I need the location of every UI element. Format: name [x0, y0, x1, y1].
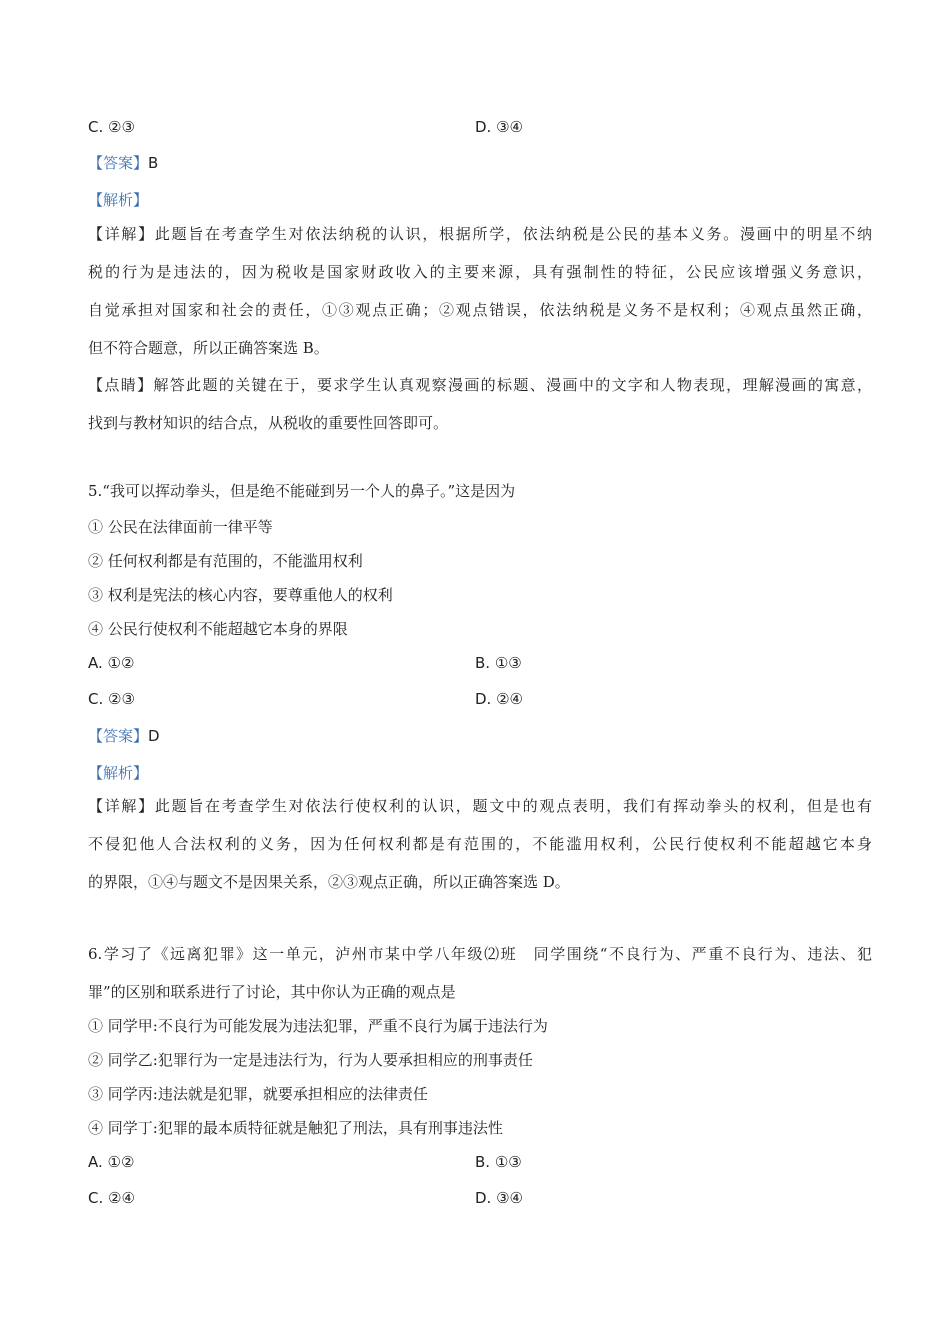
- q5-statement: ④ 公民行使权利不能超越它本身的界限: [88, 620, 348, 638]
- q5-option-c: C. ②③: [88, 690, 135, 708]
- q4-answer: [88, 153, 158, 173]
- answer-value: B: [148, 154, 159, 172]
- q5-statement: ② 任何权利都是有范围的，不能滥用权利: [88, 552, 363, 570]
- q4-option-c: C. ②③: [88, 118, 135, 136]
- q6-stem-line: 6.学习了《远离犯罪》这一单元，泸州市某中学八年级⑵班 同学围绕“不良行为、严重不良行为、违法、犯: [88, 945, 872, 963]
- answer-value: D: [148, 727, 160, 745]
- q6-option-a: A. ①②: [88, 1153, 135, 1171]
- q5-detail-line: 的界限，①④与题文不是因果关系，②③观点正确，所以正确答案选 D。: [88, 873, 570, 891]
- q5-answer: [88, 726, 160, 746]
- answer-tag: 【答案】: [88, 154, 149, 172]
- q4-tip-line: 找到与教材知识的结合点，从税收的重要性回答即可。: [88, 414, 449, 432]
- q6-option-d: D. ③④: [475, 1189, 523, 1207]
- q6-statement: ③ 同学丙:违法就是犯罪，就要承担相应的法律责任: [88, 1085, 428, 1103]
- q5-statement: ① 公民在法律面前一律平等: [88, 518, 273, 536]
- q5-detail-line: 不侵犯他人合法权利的义务，因为任何权利都是有范围的，不能滥用权利，公民行使权利不能超越它本身: [88, 835, 872, 853]
- q4-detail-line: 自觉承担对国家和社会的责任，①③观点正确；②观点错误，依法纳税是义务不是权利；④观点虽然正确，: [88, 301, 872, 319]
- q6-stem-line: 罪”的区别和联系进行了讨论，其中你认为正确的观点是: [88, 983, 456, 1001]
- q5-stem: 5.“我可以挥动拳头，但是绝不能碰到另一个人的鼻子。”这是因为: [88, 482, 516, 500]
- q6-option-b: B. ①③: [475, 1153, 522, 1171]
- q6-statement: ② 同学乙:犯罪行为一定是违法行为，行为人要承担相应的刑事责任: [88, 1051, 533, 1069]
- q5-detail-line: 【详解】此题旨在考查学生对依法行使权利的认识，题文中的观点表明，我们有挥动拳头的权利，但是也有: [88, 797, 872, 815]
- q4-detail-line: 税的行为是违法的，因为税收是国家财政收入的主要来源，具有强制性的特征，公民应该增强义务意识，: [88, 263, 872, 281]
- q5-option-d: D. ②④: [475, 690, 523, 708]
- q4-tip-line: 【点睛】解答此题的关键在于，要求学生认真观察漫画的标题、漫画中的文字和人物表现，理解漫画的寓意，: [88, 376, 872, 394]
- q5-statement: ③ 权利是宪法的核心内容，要尊重他人的权利: [88, 586, 393, 604]
- q5-analysis-tag: 【解析】: [88, 764, 149, 782]
- q6-option-c: C. ②④: [88, 1189, 135, 1207]
- q5-option-a: A. ①②: [88, 654, 135, 672]
- q4-detail-line: 但不符合题意，所以正确答案选 B。: [88, 339, 329, 357]
- q5-option-b: B. ①③: [475, 654, 522, 672]
- q4-detail-line: 【详解】此题旨在考查学生对依法纳税的认识，根据所学，依法纳税是公民的基本义务。漫画中的明星不纳: [88, 225, 872, 243]
- answer-tag: 【答案】: [88, 727, 149, 745]
- q6-statement: ④ 同学丁:犯罪的最本质特征就是触犯了刑法，具有刑事违法性: [88, 1119, 503, 1137]
- q6-statement: ① 同学甲:不良行为可能发展为违法犯罪，严重不良行为属于违法行为: [88, 1017, 548, 1035]
- q4-option-d: D. ③④: [475, 118, 523, 136]
- q4-analysis-tag: 【解析】: [88, 191, 149, 209]
